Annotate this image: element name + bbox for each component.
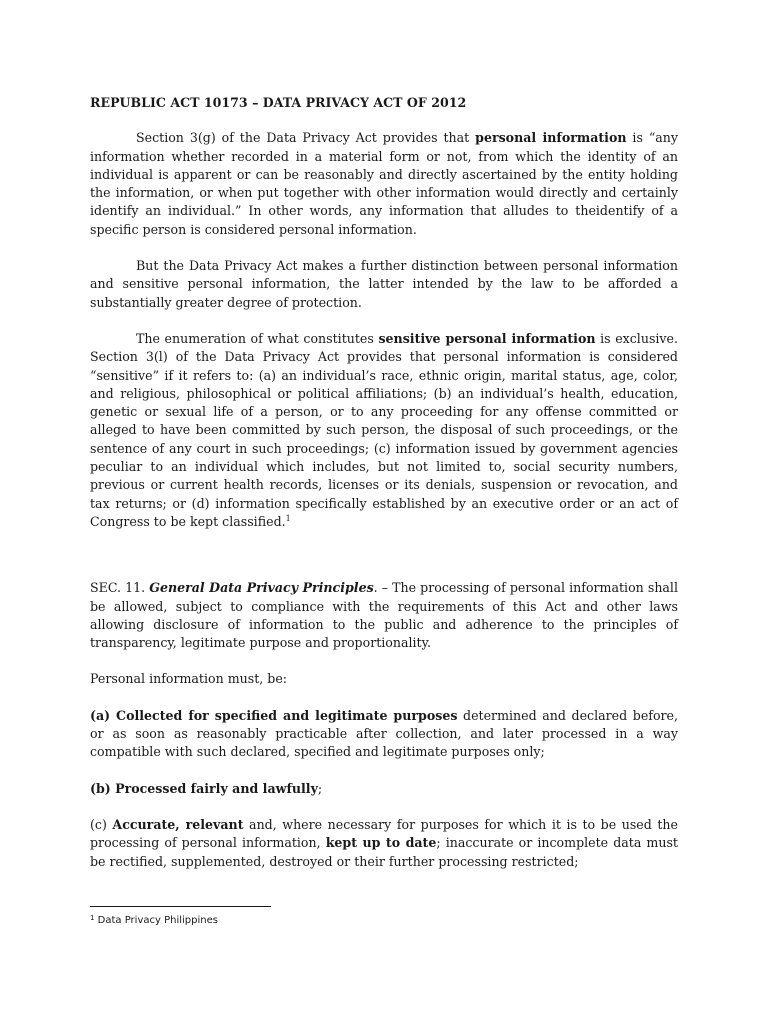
text-run: . – The processing of personal information shall be allowed, subject to compliance with the requirements of this Act and other laws allowing disclosure of information to the public and adherence to the principles of transparency, legitimate purpose and proportionality. <box>90 580 678 651</box>
bold-term-kept-up-to-date: kept up to date <box>325 835 437 851</box>
text-run: (c) <box>90 816 113 832</box>
text-run: Section 3(g) of the Data Privacy Act provides that <box>136 130 476 146</box>
footnote-separator <box>90 906 271 907</box>
list-item-c <box>90 816 678 871</box>
text-run: is exclusive. Section 3(l) of the Data Privacy Act provides that personal information is considered “sensitive” if it refers to: (a) an individual’s race, ethnic origin, marital status, age, color, and religious, philosophical or political affiliations; (b) an individual’s health, education, genetic or sexual life of a person, or to any proceeding for any offense committed or alleged to have been committed by such person, the disposal of such proceedings, or the sentence of any court in such proceedings; (c) information issued by government agencies peculiar to an individual which includes, but not limited to, social security numbers, previous or current health records, licenses or its denials, suspension or revocation, and tax returns; or (d) information specifically established by an executive order or an act of Congress to be kept classified. <box>90 330 679 529</box>
section-number: SEC. 11. <box>90 580 150 596</box>
footnote-number: 1 <box>90 914 95 922</box>
footnote <box>90 914 218 928</box>
paragraph-distinction: But the Data Privacy Act makes a further distinction between personal information and sensitive personal information, the latter intended by the law to be afforded a substantially greater degree of protection. <box>90 258 678 310</box>
document-title: REPUBLIC ACT 10173 – DATA PRIVACY ACT OF 2012 <box>90 95 467 110</box>
text-run: The enumeration of what constitutes <box>136 330 379 346</box>
paragraph-personal-information <box>90 129 678 239</box>
text-run: is “any information whether recorded in a material form or not, from which the identity of an individual is apparent or can be reasonably and directly ascertained by the entity holding the information, or when put together with other information would directly and certainly identify an individual.” In other words, any information that alludes to theidentify of a specific person is considered personal information. <box>90 130 679 237</box>
list-item-a <box>90 707 678 762</box>
list-item-c-heading: Accurate, relevant <box>112 816 244 832</box>
list-item-b <box>90 780 678 798</box>
text-run: and, where necessary for purposes for which it is to be used the processing of personal information, <box>90 816 678 851</box>
footnote-text: Data Privacy Philippines <box>94 915 218 926</box>
paragraph-intro: Personal information must, be: <box>90 671 288 687</box>
paragraph-sensitive-information <box>90 330 678 531</box>
bold-term-personal-information: personal information <box>475 130 627 146</box>
document-body <box>90 94 678 871</box>
text-run: ; <box>317 780 323 796</box>
text-run: determined and declared before, or as soon as reasonably practicable after collection, and later processed in a way compatible with such declared, specified and legitimate purposes only; <box>90 707 678 760</box>
bold-term-sensitive-personal-information: sensitive personal information <box>378 330 596 346</box>
paragraph-section-11 <box>90 579 678 652</box>
list-item-a-heading: (a) Collected for specified and legitimate purposes <box>90 707 458 723</box>
text-run: ; inaccurate or incomplete data must be rectified, supplemented, destroyed or their further processing restricted; <box>90 835 678 869</box>
section-heading: General Data Privacy Principles <box>149 580 374 596</box>
list-item-b-heading: (b) Processed fairly and lawfully <box>90 780 318 796</box>
footnote-reference: 1 <box>285 513 291 523</box>
